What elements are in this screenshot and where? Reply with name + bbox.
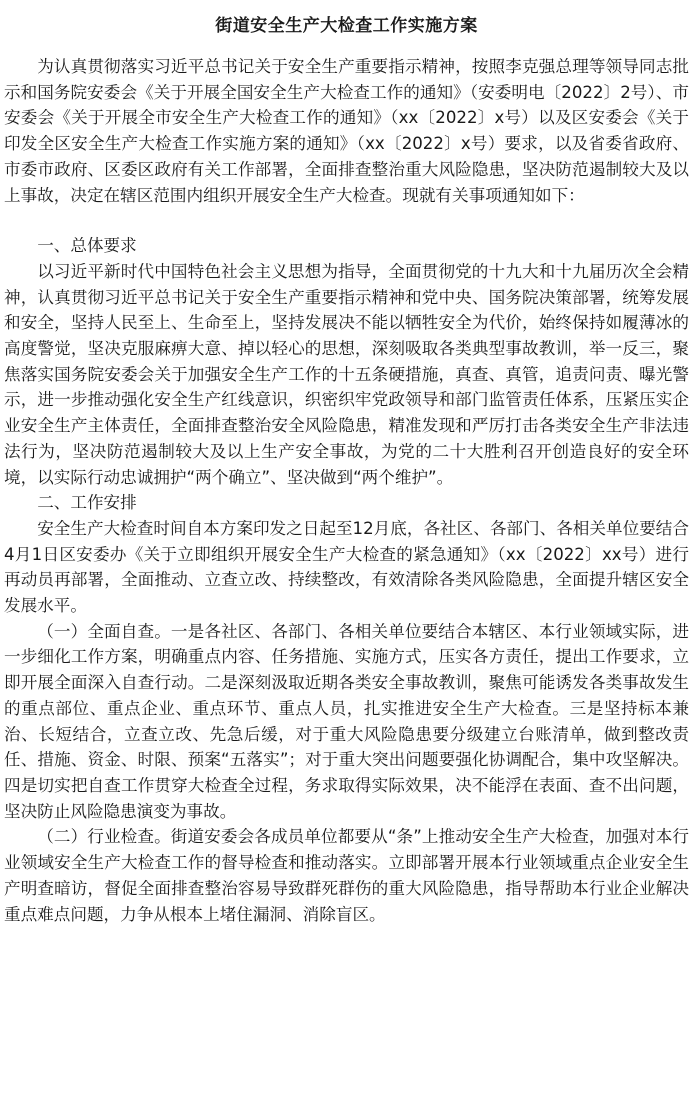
section-heading: 一、总体要求 bbox=[37, 236, 137, 256]
section-general-requirements bbox=[4, 233, 689, 490]
section-paragraph-industry-inspection: （二）行业检查。街道安委会各成员单位都要从“条”上推动安全生产大检查，加强对本行业领域安全生产大检查工作的督导检查和推动落实。立即部署开展本行业领域重点企业安全生产明查暗访，督促全面排查整治容易导致群死群伤的重大风险隐患，指导帮助本行业企业解决重点难点问题，力争从根本上堵住漏洞、消除盲区。 bbox=[4, 827, 689, 924]
section-paragraph-self-inspection: （一）全面自查。一是各社区、各部门、各相关单位要结合本辖区、本行业领域实际，进一步细化工作方案，明确重点内容、任务措施、实施方式，压实各方责任，提出工作要求，立即开展全面深入自查行动。二是深刻汲取近期各类安全事故教训，聚焦可能诱发各类事故发生的重点部位、重点企业、重点环节、重点人员，扎实推进安全生产大检查。三是坚持标本兼治、长短结合，立查立改、先急后缓，对于重大风险隐患要分级建立台账清单，做到整改责任、措施、资金、时限、预案“五落实”；对于重大突出问题要强化协调配合，集中攻坚解决。四是切实把自查工作贯穿大检查全过程，务求取得实际效果，决不能浮在表面、查不出问题，坚决防止风险隐患演变为事故。 bbox=[4, 621, 689, 821]
section-work-arrangement bbox=[4, 490, 689, 927]
intro-paragraph: 为认真贯彻落实习近平总书记关于安全生产重要指示精神，按照李克强总理等领导同志批示和国务院安委会《关于开展全国安全生产大检查工作的通知》（安委明电〔2022〕2号）、市安委会《关于开展全市安全生产大检查工作的通知》（xx〔2022〕x号）以及区安委会《关于印发全区安全生产大检查工作实施方案的通知》（xx〔2022〕x号）要求，以及省委省政府、市委市政府、区委区政府有关工作部署，全面排查整治重大风险隐患，坚决防范遏制较大及以上事故，决定在辖区范围内组织开展安全生产大检查。现就有关事项通知如下： bbox=[4, 57, 689, 205]
section-paragraph: 安全生产大检查时间自本方案印发之日起至12月底，各社区、各部门、各相关单位要结合4月1日区安委办《关于立即组织开展安全生产大检查的紧急通知》（xx〔2022〕xx号）进行再动员再部署，全面推动、立查立改、持续整改，有效清除各类风险隐患，全面提升辖区安全发展水平。 bbox=[4, 518, 689, 616]
section-heading: 二、工作安排 bbox=[37, 493, 137, 513]
document-title: 街道安全生产大检查工作实施方案 bbox=[215, 16, 478, 36]
section-paragraph: 以习近平新时代中国特色社会主义思想为指导，全面贯彻党的十九大和十九届历次全会精神，认真贯彻习近平总书记关于安全生产重要指示精神和党中央、国务院决策部署，统筹发展和安全，坚持人民至上、生命至上，坚持发展决不能以牺牲安全为代价，始终保持如履薄冰的高度警觉，坚决克服麻痹大意、掉以轻心的思想，深刻吸取各类典型事故教训，举一反三，聚焦落实国务院安委会关于加强安全生产工作的十五条硬措施，真查、真管，追责问责、曝光警示，进一步推动强化安全生产红线意识，织密织牢党政领导和部门监管责任体系，压紧压实企业安全生产主体责任，全面排查整治安全风险隐患，精准发现和严厉打击各类安全生产非法违法行为，坚决防范遏制较大及以上生产安全事故，为党的二十大胜利召开创造良好的安全环境，以实际行动忠诚拥护“两个确立”、坚决做到“两个维护”。 bbox=[4, 261, 689, 487]
